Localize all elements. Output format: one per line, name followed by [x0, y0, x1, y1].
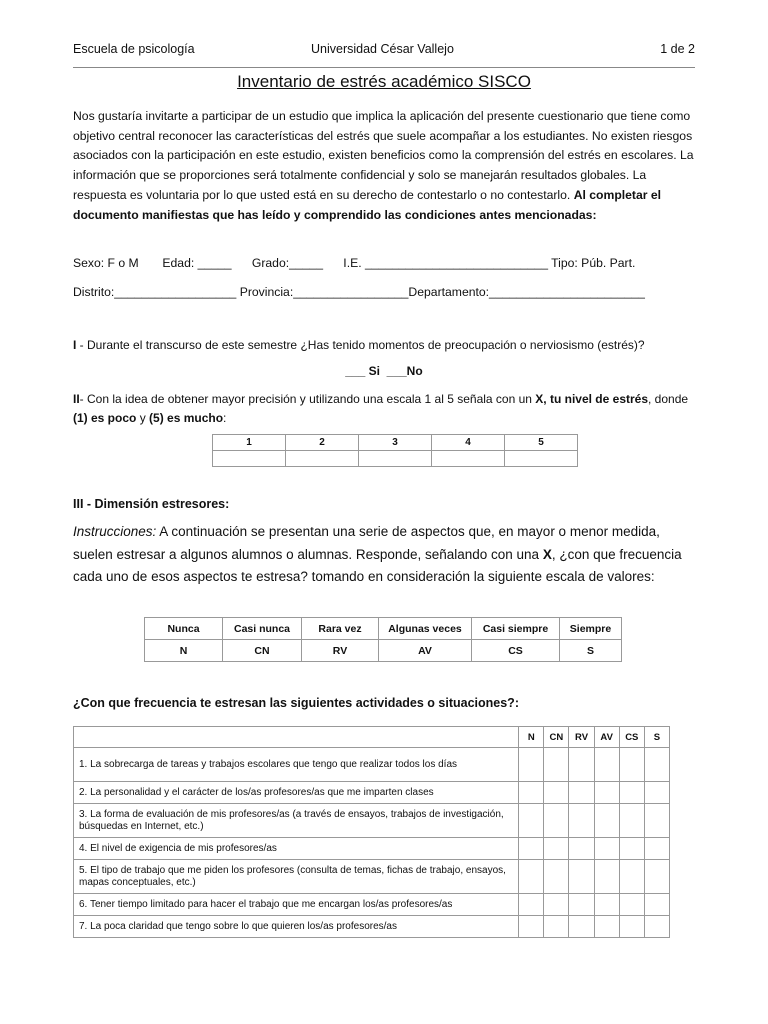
- item-label: 2. La personalidad y el carácter de los/as profesores/as que me imparten clases: [74, 782, 519, 804]
- legend-code: S: [560, 640, 622, 662]
- answer-cell[interactable]: [569, 860, 594, 894]
- question-2-bold-a: X, tu nivel de estrés: [535, 392, 649, 406]
- scale-label-5: 5: [505, 435, 578, 451]
- answer-cell[interactable]: [594, 748, 619, 782]
- answer-cell[interactable]: [519, 838, 544, 860]
- answer-cell[interactable]: [644, 804, 669, 838]
- answer-cell[interactable]: [519, 748, 544, 782]
- question-1-text: - Durante el transcurso de este semestre ¿Has tenido momentos de preocupación o nerviosismo (estrés)?: [76, 338, 645, 352]
- question-2-bold-c: (5) es mucho: [149, 411, 224, 425]
- scale-answer-2[interactable]: [286, 451, 359, 467]
- col-header-av: AV: [594, 727, 619, 748]
- demographics-line-1: Sexo: F o M Edad: _____ Grado:_____ I.E. ___________________________ Tipo: Púb. Part.: [73, 256, 636, 270]
- page-header: [73, 42, 695, 58]
- answer-cell[interactable]: [519, 782, 544, 804]
- answer-cell[interactable]: [594, 782, 619, 804]
- question-2-text-b: , donde: [648, 392, 689, 406]
- col-header-cs: CS: [619, 727, 644, 748]
- header-page-number: 1 de 2: [660, 42, 695, 56]
- demographics-line-2: Distrito:__________________ Provincia:_________________Departamento:_______________________: [73, 285, 645, 299]
- table-row: [74, 782, 670, 804]
- col-header-n: N: [519, 727, 544, 748]
- legend-code: RV: [302, 640, 379, 662]
- item-label: 3. La forma de evaluación de mis profesores/as (a través de ensayos, trabajos de investigación, búsquedas en Internet, etc.): [74, 804, 519, 838]
- item-label: 5. El tipo de trabajo que me piden los profesores (consulta de temas, fichas de trabajo, ensayos, mapas conceptuales, etc.): [74, 860, 519, 894]
- table-row: [74, 804, 670, 838]
- item-label: 6. Tener tiempo limitado para hacer el trabajo que me encargan los/as profesores/as: [74, 894, 519, 916]
- question-2-number: II: [73, 392, 80, 406]
- item-label: 4. El nivel de exigencia de mis profesores/as: [74, 838, 519, 860]
- table-row: [74, 916, 670, 938]
- col-header-s: S: [644, 727, 669, 748]
- answer-cell[interactable]: [594, 916, 619, 938]
- instructions-bold: X: [542, 546, 552, 562]
- legend-code: CN: [223, 640, 302, 662]
- answer-cell[interactable]: [544, 838, 569, 860]
- answer-cell[interactable]: [519, 894, 544, 916]
- scale-answer-5[interactable]: [505, 451, 578, 467]
- answer-cell[interactable]: [594, 894, 619, 916]
- col-header-rv: RV: [569, 727, 594, 748]
- legend-header: Casi siempre: [472, 618, 560, 640]
- instructions-text-b: , ¿con que frecuencia cada uno de esos aspectos te estresa? tomando en consideración la siguiente escala de valores:: [73, 546, 682, 585]
- header-divider: [73, 67, 695, 68]
- question-1-answer: ___ Si ___No: [345, 364, 423, 378]
- answer-cell[interactable]: [519, 804, 544, 838]
- answer-cell[interactable]: [594, 804, 619, 838]
- answer-cell[interactable]: [569, 916, 594, 938]
- legend-header: Nunca: [145, 618, 223, 640]
- header-university: Universidad César Vallejo: [311, 42, 454, 56]
- table-row: [74, 860, 670, 894]
- answer-cell[interactable]: [644, 748, 669, 782]
- answer-cell[interactable]: [619, 782, 644, 804]
- answer-cell[interactable]: [519, 916, 544, 938]
- answer-cell[interactable]: [594, 860, 619, 894]
- intro-text: Nos gustaría invitarte a participar de un estudio que implica la aplicación del presente cuestionario que tiene como objetivo central reconocer las características del estrés que suele acompañar a los estudiantes. No existen riesgos asociados con la participación en este estudio, existen beneficios como la comprensión del estrés en escolares. La información que se proporciones será totalmente confidencial y solo se manejarán resultados globales. La respuesta es voluntaria por lo que usted está en su derecho de contestarlo o no contestarlo.: [73, 109, 694, 202]
- answer-cell[interactable]: [644, 838, 669, 860]
- section-3-title: III - Dimensión estresores:: [73, 497, 230, 511]
- section-3-instructions: [73, 521, 703, 589]
- answer-cell[interactable]: [644, 782, 669, 804]
- answer-cell[interactable]: [544, 782, 569, 804]
- scale-answer-1[interactable]: [213, 451, 286, 467]
- answer-cell[interactable]: [619, 838, 644, 860]
- scale-label-4: 4: [432, 435, 505, 451]
- instructions-label: Instrucciones:: [73, 524, 157, 539]
- answer-cell[interactable]: [594, 838, 619, 860]
- document-title: Inventario de estrés académico SISCO: [237, 72, 531, 91]
- legend-code: N: [145, 640, 223, 662]
- header-school: Escuela de psicología: [73, 42, 195, 56]
- stress-level-scale: [212, 434, 578, 467]
- scale-answer-4[interactable]: [432, 451, 505, 467]
- scale-label-3: 3: [359, 435, 432, 451]
- legend-header: Siempre: [560, 618, 622, 640]
- answer-cell[interactable]: [619, 894, 644, 916]
- answer-cell[interactable]: [569, 804, 594, 838]
- answer-cell[interactable]: [619, 860, 644, 894]
- table-row: [74, 838, 670, 860]
- answer-cell[interactable]: [544, 894, 569, 916]
- answer-cell[interactable]: [644, 916, 669, 938]
- scale-label-1: 1: [213, 435, 286, 451]
- question-1: [73, 336, 697, 355]
- stressors-question-heading: ¿Con que frecuencia te estresan las siguientes actividades o situaciones?:: [73, 696, 519, 710]
- legend-code: CS: [472, 640, 560, 662]
- intro-consent: Al completar el documento manifiestas que has leído y comprendido las condiciones antes mencionadas:: [73, 187, 662, 222]
- answer-cell[interactable]: [519, 860, 544, 894]
- answer-cell[interactable]: [544, 916, 569, 938]
- answer-cell[interactable]: [569, 748, 594, 782]
- answer-cell[interactable]: [644, 860, 669, 894]
- legend-header: Casi nunca: [223, 618, 302, 640]
- item-label: 1. La sobrecarga de tareas y trabajos escolares que tengo que realizar todos los días: [74, 748, 519, 782]
- question-2: [73, 390, 697, 428]
- legend-header: Rara vez: [302, 618, 379, 640]
- col-header-cn: CN: [544, 727, 569, 748]
- legend-header: Algunas veces: [379, 618, 472, 640]
- answer-cell[interactable]: [544, 748, 569, 782]
- answer-cell[interactable]: [544, 860, 569, 894]
- instructions-text-a: A continuación se presentan una serie de aspectos que, en mayor o menor medida, suelen estresar a algunos alumnos o alumnas. Responde, señalando con una: [73, 524, 660, 562]
- scale-answer-3[interactable]: [359, 451, 432, 467]
- table-row: [74, 894, 670, 916]
- question-2-bold-b: (1) es poco: [73, 411, 137, 425]
- question-2-text-d: :: [223, 411, 227, 425]
- answer-cell[interactable]: [569, 838, 594, 860]
- table-row: [74, 748, 670, 782]
- item-label: 7. La poca claridad que tengo sobre lo que quieren los/as profesores/as: [74, 916, 519, 938]
- answer-cell[interactable]: [619, 916, 644, 938]
- question-2-text-a: - Con la idea de obtener mayor precisión y utilizando una escala 1 al 5 señala con un: [79, 392, 536, 406]
- frequency-legend-table: [144, 617, 622, 662]
- answer-cell[interactable]: [644, 894, 669, 916]
- scale-label-2: 2: [286, 435, 359, 451]
- question-1-number: I: [73, 338, 77, 352]
- stressors-header-blank: [74, 727, 519, 748]
- answer-cell[interactable]: [619, 748, 644, 782]
- answer-cell[interactable]: [544, 804, 569, 838]
- legend-code: AV: [379, 640, 472, 662]
- intro-paragraph: [73, 107, 697, 225]
- answer-cell[interactable]: [569, 782, 594, 804]
- stressors-table: [73, 726, 670, 938]
- question-2-text-c: y: [136, 411, 150, 425]
- answer-cell[interactable]: [619, 804, 644, 838]
- answer-cell[interactable]: [569, 894, 594, 916]
